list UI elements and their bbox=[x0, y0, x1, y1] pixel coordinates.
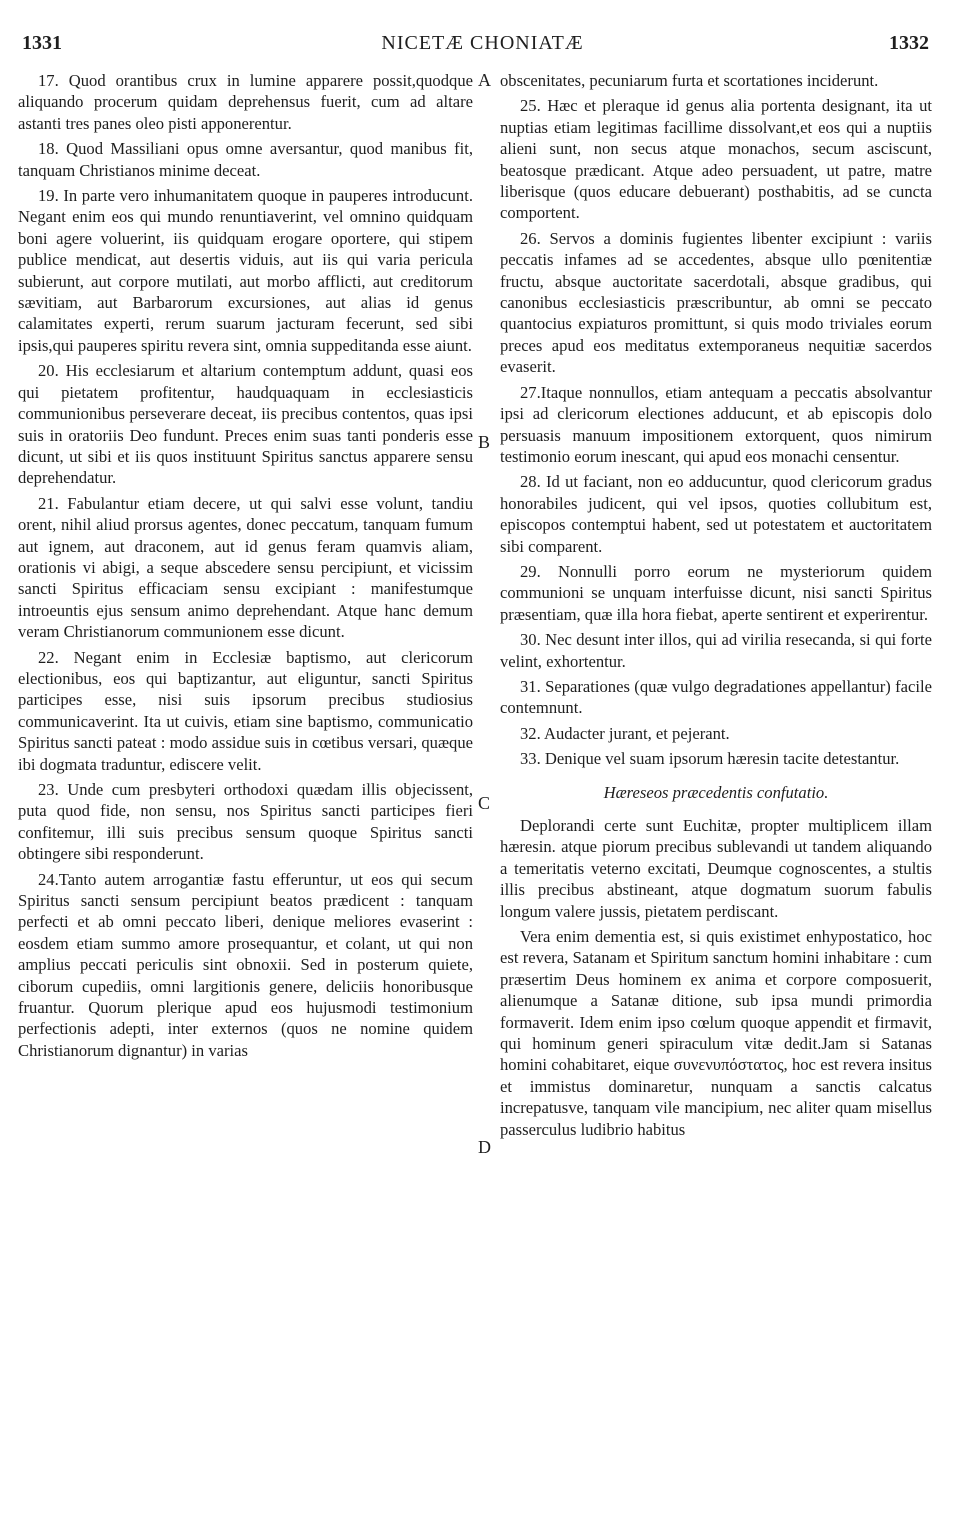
paragraph-33: 33. Denique vel suam ipsorum hæresin tacite detestantur. bbox=[520, 749, 900, 769]
running-title: NICETÆ CHONIATÆ bbox=[381, 32, 584, 54]
margin-letter-a: A bbox=[478, 70, 491, 90]
paragraph-30: 30. Nec desunt inter illos, qui ad virilia resecanda, si qui forte velint, exhortentur. bbox=[500, 630, 932, 671]
paragraph-29: 29. Nonnulli porro eorum ne mysteriorum quidem communioni se unquam interfuisse dicunt, nisi sancti Spiritus præsentiam, quæ illa hora fiebat, aperte sentirent et experirentur. bbox=[500, 561, 932, 624]
margin-letter-c: C bbox=[478, 793, 491, 813]
paragraph-21: 21. Fabulantur etiam decere, ut qui salvi esse volunt, tandiu orent, nihil aliud prorsus agentes, donec peccatum, tanquam fumum aut ignem, aut draconem, aut id genus feram quamvis aliam, orationis vi abigi, a seque abscedere sensu percipiunt, et vicissim sancti Spiritus efficaciam sensu excipiant : manifestumque introeuntis ejus sensum animo deprehendant. Atque hanc demum veram Christianorum communionem esse dicunt. bbox=[18, 493, 473, 642]
paragraph-20: 20. His ecclesiarum et altarium contemptum addunt, quasi eos qui pietatem profitentur, haudquaquam in ecclesiasticis communionibus perseverare deceat, iis precibus contentos, quas ipsi suis in oratoriis Deo fundunt. Preces enim suas tanti ponderis esse dicunt, ut sibi et iis quos instituunt Spiritus sanctus apparere sensu deprehendatur. bbox=[18, 361, 473, 488]
paragraph-continuation: obscenitates, pecuniarum furta et scortationes inciderunt. bbox=[500, 71, 879, 90]
right-page-number: 1332 bbox=[889, 32, 929, 54]
margin-letter-b: B bbox=[478, 432, 491, 452]
paragraph-22: 22. Negant enim in Ecclesiæ baptismo, aut clericorum electionibus, eos qui baptizantur, aut eliguntur, sancti Spiritus participes esse, nisi suis ipsorum precibus studiosius communicaverint. Ita ut cuivis, etiam sine baptismo, communicatio Spiritus sancti pateat : modo assidue suis in cœtibus versari, quæque ibi dogmata traduntur, ediscere velit. bbox=[18, 647, 473, 774]
confutatio-paragraph-1: Deplorandi certe sunt Euchitæ, propter multiplicem illam hæresin. atque piorum precibus sublevandi ut tandem aliquando a temeritatis veterno excitati, Deumque cognoscentes, a stultis illis precibus abstineant, atque dogmatum suorum fabulis longum valere jussis, pietatem perdiscant. bbox=[500, 816, 932, 921]
paragraph-32: 32. Audacter jurant, et pejerant. bbox=[520, 723, 730, 743]
confutatio-paragraph-2: Vera enim dementia est, si quis existimet enhypostatico, hoc est revera, Satanam et Spiritum sanctum homini inhabitare : cum præsertim Deus hominem ex anima et corpore composuerit, alienumque a Satanæ ditione, sub ipsa mundi primordia formaverit. Idem enim ipso cœlum quoque appendit et firmavit, qui hominum generi spiraculum vitæ dedit.Jam si Satanas homini cohabitaret, eique συνενυπόστατος, hoc est revera insitus et immistus dominaretur, nunquam a sanctis calcatus increpatusve, tanquam vile mancipium, nec aliter quam misellus passerculus ludibrio habitus bbox=[500, 927, 932, 1139]
paragraph-31: 31. Separationes (quæ vulgo degradationes appellantur) facile contemnunt. bbox=[500, 676, 932, 718]
paragraph-24: 24.Tanto autem arrogantiæ fastu efferuntur, ut eos qui secum Spiritus sancti sensum percipiunt beatos prædicent : tanquam perfecti et ab omni peccato liberi, denique meliores evaserint : eosdem etiam summo amore prosequantur, et colant, ut qui non amplius peccati periculis sint obnoxii. Sed in posterum quiete, ciborum cupediis, omni largitionis genere, deliciis honoribusque fruantur. Quorum plerique apud eos hujusmodi testimonium perfectionis adepti, inter externos (quos ne nomine quidem Christianorum dignantur) in varias bbox=[18, 869, 473, 1060]
paragraph-23: 23. Unde cum presbyteri orthodoxi quædam illis objecissent, puta quod fide, non sensu, nos Spiritus sancti participes fieri confitemur, illi suis precibus sensum quoque Spiritus sancti obtingere sibi responderunt. bbox=[18, 780, 473, 864]
paragraph-28: 28. Id ut faciant, non eo adducuntur, quod clericorum gradus honorabiles judicent, qui vel ipsos, quoties collubitum est, episcopos contemptui habent, sed ut potestatem et auctoritatem sibi comparent. bbox=[500, 472, 932, 556]
paragraph-18: 18. Quod Massiliani opus omne aversantur, quod manibus fit, tanquam Christianos minime deceat. bbox=[18, 139, 473, 180]
paragraph-27: 27.Itaque nonnullos, etiam antequam a peccatis absolvantur ipsi ad clericorum electiones adducunt, et ab episcopis dolo persuasis manuum impositionem extorquent, quos nimirum testimonio eorum inescant, qui apud eos monachi censentur. bbox=[500, 382, 932, 466]
paragraph-17: 17. Quod orantibus crux in lumine apparere possit,quodque aliquando procerum quidam deprehensus fuerit, cum ad altare astanti tres panes oleo pisti apponerentur. bbox=[18, 71, 473, 133]
section-subheading: Hæreseos præcedentis confutatio. bbox=[603, 782, 829, 802]
margin-letter-d: D bbox=[478, 1137, 491, 1157]
paragraph-26: 26. Servos a dominis fugientes libenter excipiunt : variis peccatis infames ad se accedentes, absque ullo pœnitentiæ fructu, absque auctoritate sacerdotali, absque gradibus, qui canonibus ecclesiasticis præscribuntur, ab omni se peccato quantocius expiaturos promittunt, si quis modo triviales eorum preces apud eos meditatus extemporaneus nequitiæ sacerdos evaserit. bbox=[500, 228, 932, 377]
paragraph-25: 25. Hæc et pleraque id genus alia portenta designant, ita ut nuptias etiam legitimas facillime dissolvant,et eos qui a nuptiis alieni sunt, non secus atque monachos, secum asciscunt, beatosque prædicant. Atque adeo persuadent, ut patre, matre liberisque (quos educare debuerant) posthabitis, ad se cuncta comportent. bbox=[500, 96, 932, 223]
left-page-number: 1331 bbox=[22, 32, 62, 54]
left-column bbox=[18, 70, 473, 1065]
right-column bbox=[500, 70, 932, 1144]
paragraph-19: 19. In parte vero inhumanitatem quoque in pauperes introducunt. Negant enim eos qui mundo renuntiaverint, vel omnino quidquam boni agere voluerint, iis quidquam erogare oportere, qui stipem publice mendicat, aut desertis viduis, aut iis qui varia pericula subierunt, aut corpore mutilati, aut morbo afflicti, aut creditorum sævitiam, aut Barbarorum excursiones, aut alias id genus calamitates experti, rerum suarum jacturam fecerunt, sed sibi ipsis,qui pauperes spiritu revera sint, omnia suppeditanda esse aiunt. bbox=[18, 186, 473, 355]
